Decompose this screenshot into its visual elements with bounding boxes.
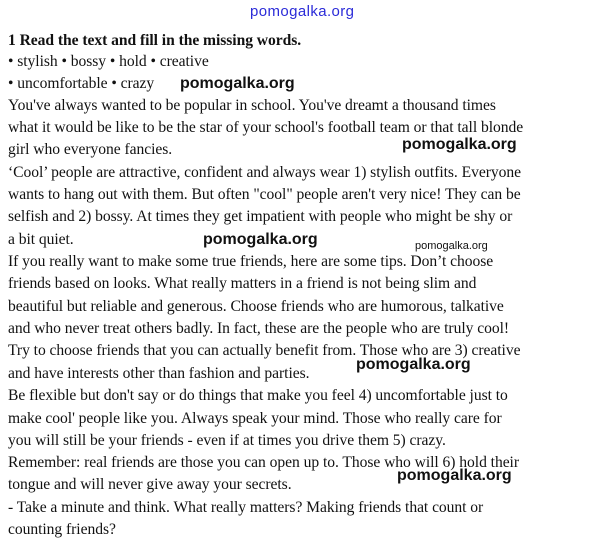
text-line: - Take a minute and think. What really matters? Making friends that count or [8, 499, 484, 516]
word-options-line-1: • stylish • bossy • hold • creative [8, 53, 209, 70]
word-options-line-2: • uncomfortable • crazy [8, 75, 155, 92]
text-line: tongue and will never give away your secrets. [8, 476, 292, 493]
watermark: pomogalka.org [415, 240, 488, 252]
text-line: You've always wanted to be popular in school. You've dreamt a thousand times [8, 97, 496, 114]
text-line: and who never treat others badly. In fact, these are the people who are truly cool! [8, 320, 509, 337]
text-line: wants to hang out with them. But often "cool" people aren't very nice! They can be [8, 186, 521, 203]
watermark: pomogalka.org [180, 75, 295, 92]
text-line: and have interests other than fashion and parties. [8, 365, 310, 382]
text-line: a bit quiet. [8, 231, 74, 248]
text-line: beautiful but reliable and generous. Choose friends who are humorous, talkative [8, 298, 504, 315]
watermark: pomogalka.org [397, 467, 512, 484]
watermark-top: pomogalka.org [250, 3, 355, 20]
text-line: selfish and 2) bossy. At times they get impatient with people who might be shy or [8, 208, 513, 225]
watermark: pomogalka.org [402, 136, 517, 153]
text-line: counting friends? [8, 521, 116, 538]
watermark: pomogalka.org [203, 231, 318, 248]
text-line: If you really want to make some true friends, here are some tips. Don’t choose [8, 253, 494, 270]
watermark: pomogalka.org [356, 356, 471, 373]
text-line: Remember: real friends are those you can open up to. Those who will 6) hold their [8, 454, 519, 471]
text-line: Be flexible but don't say or do things that make you feel 4) uncomfortable just to [8, 387, 508, 404]
text-line: Try to choose friends that you can actually benefit from. Those who are 3) creative [8, 342, 521, 359]
text-line: friends based on looks. What really matters in a friend is not being slim and [8, 275, 477, 292]
text-line: ‘Cool’ people are attractive, confident and always wear 1) stylish outfits. Everyone [8, 164, 521, 181]
text-line: make cool' people like you. Always speak your mind. Those who really care for [8, 410, 502, 427]
text-line: girl who everyone fancies. [8, 141, 173, 158]
text-line: you will still be your friends - even if at times you drive them 5) crazy. [8, 432, 446, 449]
exercise-heading: 1 Read the text and fill in the missing words. [8, 32, 302, 49]
text-line: what it would be like to be the star of your school's football team or that tall blonde [8, 119, 524, 136]
